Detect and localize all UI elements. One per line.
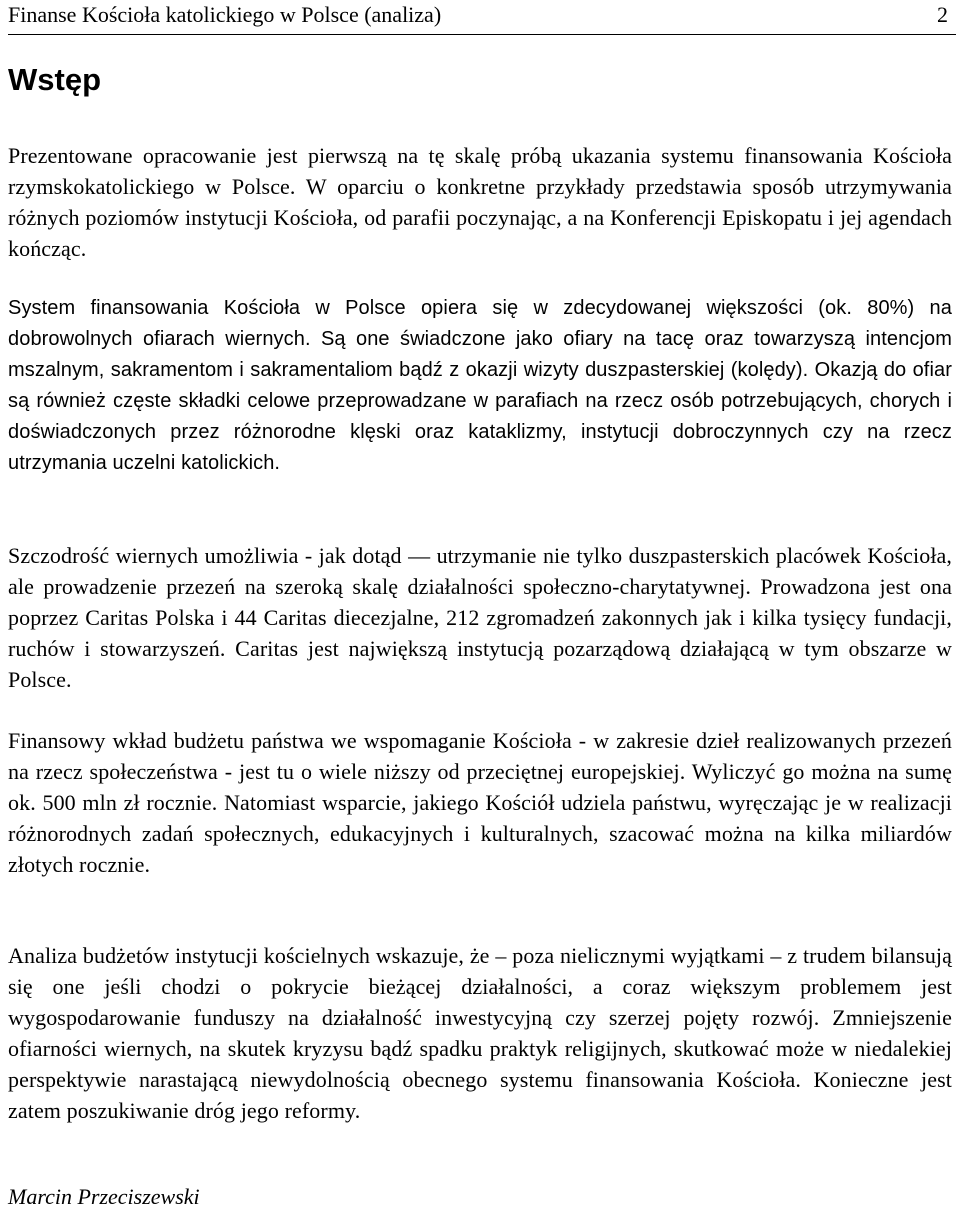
running-header	[8, 0, 956, 35]
author-signature: Marcin Przeciszewski	[8, 1184, 200, 1209]
paragraph-financing-system: System finansowania Kościoła w Polsce opiera się w zdecydowanej większości (ok. 80%) na dobrowolnych ofiarach wiernych. Są one świadczone jako ofiary na tacę oraz towarzyszą intencjom mszalnym, sakramentom i sakramentaliom bądź z okazji wizyty duszpasterskiej (kolędy). Okazją do ofiar są również częste składki celowe przeprowadzane w parafiach na rzecz osób potrzebujących, chorych i doświadczonych przez różnorodne klęski oraz kataklizmy, instytucji dobroczynnych czy na rzecz utrzymania uczelni katolickich.	[8, 297, 952, 474]
section-heading: Wstęp	[8, 62, 101, 97]
paragraph-generosity: Szczodrość wiernych umożliwia - jak dotąd — utrzymanie nie tylko duszpasterskich placówek Kościoła, ale prowadzenie przezeń na szeroką skalę działalności społeczno-charytatywnej. Prowadzona jest ona poprzez Caritas Polska i 44 Caritas diecezjalne, 212 zgromadzeń zakonnych jak i kilka tysięcy fundacji, ruchów i stowarzyszeń. Caritas jest największą instytucją pozarządową działającą w tym obszarze w Polsce.	[8, 543, 952, 692]
page-number: 2	[937, 2, 948, 27]
paragraph-state-contribution: Finansowy wkład budżetu państwa we wspomaganie Kościoła - w zakresie dzieł realizowanych przezeń na rzecz społeczeństwa - jest tu o wiele niższy od przeciętnej europejskiej. Wyliczyć go można na sumę ok. 500 mln zł rocznie. Natomiast wsparcie, jakiego Kościół udziela państwu, wyręczając je w realizacji różnorodnych zadań społecznych, edukacyjnych i kulturalnych, szacować można na kilka miliardów złotych rocznie.	[8, 728, 952, 877]
paragraph-introduction: Prezentowane opracowanie jest pierwszą na tę skalę próbą ukazania systemu finansowania Kościoła rzymskokatolickiego w Polsce. W oparciu o konkretne przykłady przedstawia sposób utrzymywania różnych poziomów instytucji Kościoła, od parafii poczynając, a na Konferencji Episkopatu i jej agendach kończąc.	[8, 143, 952, 261]
paragraph-budget-analysis: Analiza budżetów instytucji kościelnych wskazuje, że – poza nielicznymi wyjątkami – z trudem bilansują się one jeśli chodzi o pokrycie bieżącej działalności, a coraz większym problemem jest wygospodarowanie funduszy na działalność inwestycyjną czy szerzej pojęty rozwój. Zmniejszenie ofiarności wiernych, na skutek kryzysu bądź spadku praktyk religijnych, skutkować może w niedalekiej perspektywie narastającą niewydolnością obecnego systemu finansowania Kościoła. Konieczne jest zatem poszukiwanie dróg jego reformy.	[8, 943, 952, 1123]
document-title: Finanse Kościoła katolickiego w Polsce (analiza)	[8, 2, 442, 27]
